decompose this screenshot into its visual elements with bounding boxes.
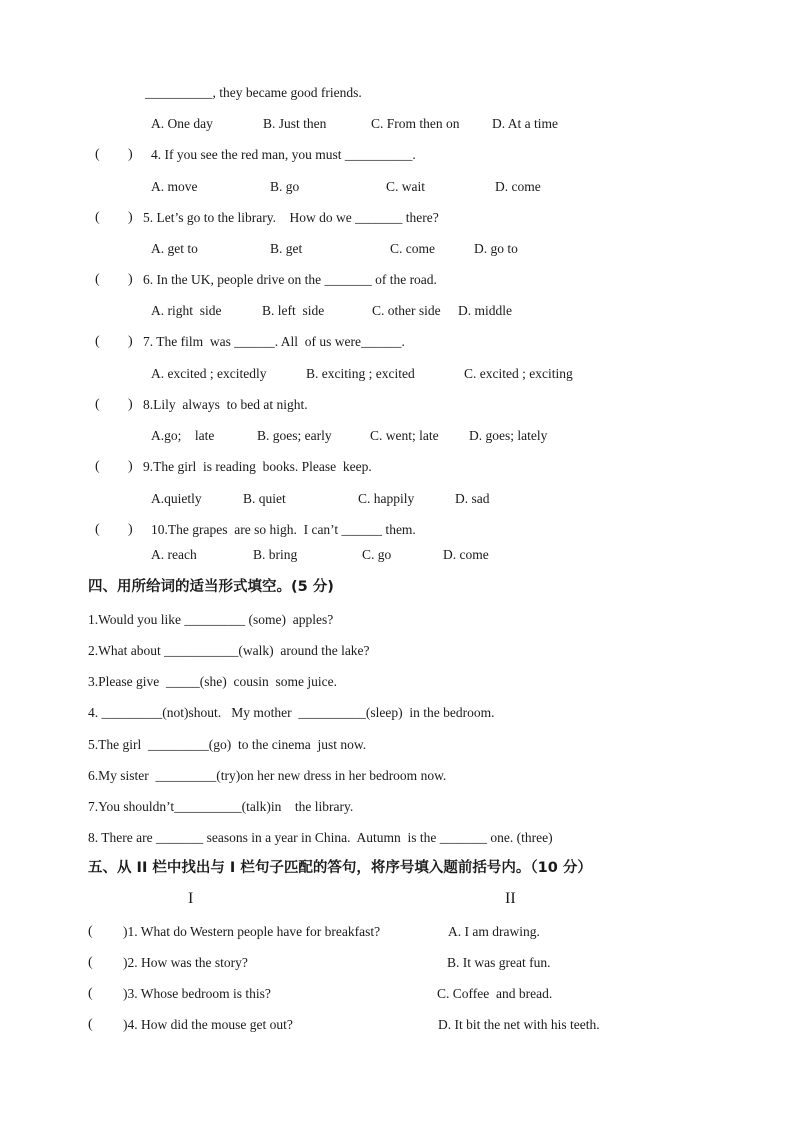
q7-stem: 7. The film was ______. All of us were______. xyxy=(143,334,405,349)
fill-blank-item: 3.Please give _____(she) cousin some juice. xyxy=(88,674,337,689)
q10-option-c: C. go xyxy=(362,547,392,562)
q4-option-a: A. move xyxy=(151,179,198,194)
q9-option-c: C. happily xyxy=(358,491,415,506)
q7-option-a: A. excited ; excitedly xyxy=(151,366,267,381)
answer-bracket-close: ) xyxy=(128,522,133,537)
answer-bracket-open: ( xyxy=(88,924,93,939)
q3-option-b: B. Just then xyxy=(263,116,327,131)
answer-bracket-open: ( xyxy=(88,955,93,970)
q4-stem: 4. If you see the red man, you must __________. xyxy=(151,147,416,162)
q5-stem: 5. Let’s go to the library. How do we _______ there? xyxy=(143,210,439,225)
answer-bracket-close: ) xyxy=(128,147,133,162)
q6-option-b: B. left side xyxy=(262,303,325,318)
match-question: )1. What do Western people have for breakfast? xyxy=(123,924,381,939)
q8-option-c: C. went; late xyxy=(370,428,439,443)
answer-bracket-close: ) xyxy=(128,397,133,412)
q6-option-d: D. middle xyxy=(458,303,512,318)
q5-option-d: D. go to xyxy=(474,241,518,256)
q9-option-a: A.quietly xyxy=(151,491,202,506)
q6-option-c: C. other side xyxy=(372,303,441,318)
q3-option-a: A. One day xyxy=(151,116,213,131)
answer-bracket-open: ( xyxy=(95,459,100,474)
fill-blank-item: 1.Would you like _________ (some) apples? xyxy=(88,612,334,627)
match-answer: C. Coffee and bread. xyxy=(437,986,553,1001)
q8-option-a: A.go; late xyxy=(151,428,215,443)
fill-blank-item: 8. There are _______ seasons in a year in China. Autumn is the _______ one. (three) xyxy=(88,830,553,845)
q7-option-c: C. excited ; exciting xyxy=(464,366,573,381)
answer-bracket-open: ( xyxy=(88,1017,93,1032)
match-answer: A. I am drawing. xyxy=(448,924,540,939)
match-question: )3. Whose bedroom is this? xyxy=(123,986,271,1001)
answer-bracket-close: ) xyxy=(128,334,133,349)
answer-bracket-close: ) xyxy=(128,272,133,287)
fill-blank-item: 7.You shouldn’t__________(talk)in the library. xyxy=(88,799,354,814)
q7-option-b: B. exciting ; excited xyxy=(306,366,415,381)
column-ii-heading: II xyxy=(505,890,516,907)
answer-bracket-open: ( xyxy=(95,397,100,412)
q5-option-a: A. get to xyxy=(151,241,198,256)
match-answer: D. It bit the net with his teeth. xyxy=(438,1017,600,1032)
q10-option-a: A. reach xyxy=(151,547,197,562)
answer-bracket-open: ( xyxy=(95,272,100,287)
q3-option-c: C. From then on xyxy=(371,116,460,131)
q6-stem: 6. In the UK, people drive on the _______ of the road. xyxy=(143,272,437,287)
q4-option-b: B. go xyxy=(270,179,300,194)
q10-option-b: B. bring xyxy=(253,547,298,562)
match-answer: B. It was great fun. xyxy=(447,955,551,970)
q3-stem: __________, they became good friends. xyxy=(145,85,362,100)
section-4-heading: 四、用所给词的适当形式填空。(5 分) xyxy=(88,579,334,595)
answer-bracket-open: ( xyxy=(88,986,93,1001)
answer-bracket-open: ( xyxy=(95,147,100,162)
fill-blank-item: 4. _________(not)shout. My mother __________(sleep) in the bedroom. xyxy=(88,705,495,720)
answer-bracket-open: ( xyxy=(95,210,100,225)
section-5-heading: 五、从 II 栏中找出与 I 栏句子匹配的答句，将序号填入题前括号内。（10 分） xyxy=(88,860,592,876)
q9-stem: 9.The girl is reading books. Please keep. xyxy=(143,459,372,474)
column-i-heading: I xyxy=(188,890,194,907)
answer-bracket-close: ) xyxy=(128,459,133,474)
q8-option-b: B. goes; early xyxy=(257,428,332,443)
q5-option-b: B. get xyxy=(270,241,303,256)
q3-option-d: D. At a time xyxy=(492,116,558,131)
q4-option-c: C. wait xyxy=(386,179,425,194)
match-question: )2. How was the story? xyxy=(123,955,248,970)
answer-bracket-close: ) xyxy=(128,210,133,225)
fill-blank-item: 2.What about ___________(walk) around the lake? xyxy=(88,643,370,658)
q10-option-d: D. come xyxy=(443,547,489,562)
answer-bracket-open: ( xyxy=(95,334,100,349)
fill-blank-item: 5.The girl _________(go) to the cinema just now. xyxy=(88,737,367,752)
q5-option-c: C. come xyxy=(390,241,435,256)
q6-option-a: A. right side xyxy=(151,303,222,318)
q8-stem: 8.Lily always to bed at night. xyxy=(143,397,308,412)
q10-stem: 10.The grapes are so high. I can’t ______ them. xyxy=(151,522,416,537)
q8-option-d: D. goes; lately xyxy=(469,428,548,443)
fill-blank-item: 6.My sister _________(try)on her new dress in her bedroom now. xyxy=(88,768,447,783)
q9-option-b: B. quiet xyxy=(243,491,286,506)
match-question: )4. How did the mouse get out? xyxy=(123,1017,293,1032)
answer-bracket-open: ( xyxy=(95,522,100,537)
q4-option-d: D. come xyxy=(495,179,541,194)
q9-option-d: D. sad xyxy=(455,491,490,506)
